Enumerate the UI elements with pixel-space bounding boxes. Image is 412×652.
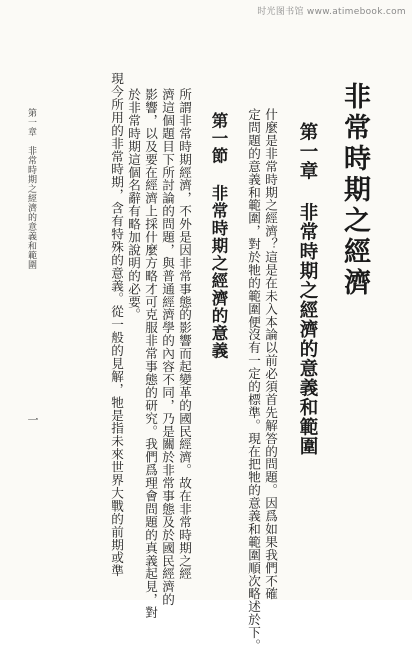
chapter-intro-line: 定問題的意義和範圍，對於牠的範圍便沒有一定的標準。現在把牠的意義和範圍順次略述於下。: [246, 108, 261, 652]
book-title: 非常時期之經濟: [339, 82, 370, 299]
section-text-line: 影響，以及要在經濟上採什麼方略才可克服非常事態的研究。我們爲理會問題的真義起見，對: [143, 88, 158, 619]
section-text-line: 濟這個題目下所討論的問題，與普通經濟學的內容不同，乃是關於非常事態及於國民經濟的: [160, 88, 175, 606]
chapter-intro-line: 什麼是非常時期之經濟？這是在未入本論以前必須首先解答的問題。因爲如果我們不確: [263, 108, 278, 601]
chapter-heading: 第一章 非常時期之經濟的意義和範圍: [297, 122, 318, 456]
page-number: 一: [26, 414, 39, 425]
section-heading: 第一節 非常時期之經濟的意義: [209, 112, 228, 360]
running-head: 第一章 非常時期之經濟的意義和範圍: [26, 108, 36, 270]
watermark: 时光图书馆 www.atimebook.com: [257, 7, 406, 17]
section-text-line: 於非常時期這個名辭有略加說明的必要。: [126, 88, 141, 322]
section-text-line: 所謂非常時期經濟，不外是因非常事態的影響而起變革的國民經濟。故在非常時期之經: [177, 88, 192, 581]
section-text-line: 現今所用的非常時期，含有特殊的意義。從一般的見解，牠是指未來世界大戰的前期或準: [109, 72, 124, 578]
